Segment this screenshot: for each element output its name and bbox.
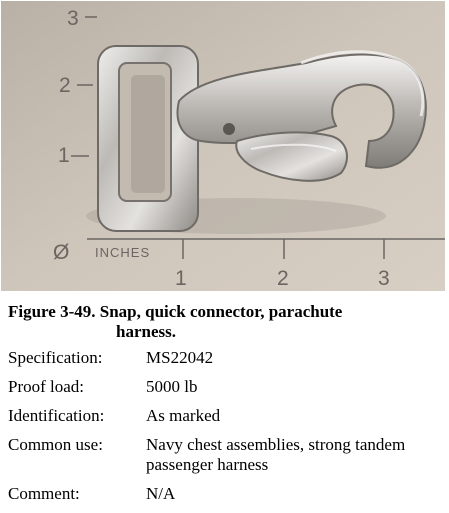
ruler-unit-label: INCHES [95, 245, 151, 260]
spec-row-identification [8, 406, 444, 426]
spec-row-proof-load [8, 377, 444, 397]
rectangular-loop [98, 46, 198, 231]
snap-connector-illustration [1, 1, 445, 291]
caption-line-1: Figure 3-49. Snap, quick connector, parachute [8, 302, 343, 321]
spec-value: 5000 lb [146, 377, 198, 396]
spec-value: N/A [146, 484, 176, 503]
spec-value: MS22042 [146, 348, 214, 367]
spec-row-specification [8, 348, 444, 368]
ruler-vertical-1: 1 [58, 144, 70, 167]
spec-row-common-use [8, 435, 444, 475]
ruler-vertical-3: 3 [67, 7, 79, 30]
ruler-horizontal-2: 2 [277, 267, 289, 290]
spec-row-comment [8, 484, 444, 504]
spec-label: Identification: [8, 406, 105, 425]
ruler-horizontal-1: 1 [175, 267, 187, 290]
caption-line-2: harness. [116, 322, 176, 341]
spec-value: Navy chest assemblies, strong tandem passenger harness [146, 435, 406, 474]
ruler-vertical-2: 2 [59, 74, 71, 97]
spec-label: Proof load: [8, 377, 85, 396]
ruler-zero: Ø [53, 241, 70, 264]
figure-caption [8, 302, 438, 342]
spec-list [8, 348, 444, 513]
ruler-horizontal-3: 3 [378, 267, 390, 290]
spec-label: Common use: [8, 435, 103, 454]
hardware-photo [1, 1, 445, 291]
spec-value: As marked [146, 406, 221, 425]
spec-label: Comment: [8, 484, 80, 503]
spec-label: Specification: [8, 348, 103, 367]
